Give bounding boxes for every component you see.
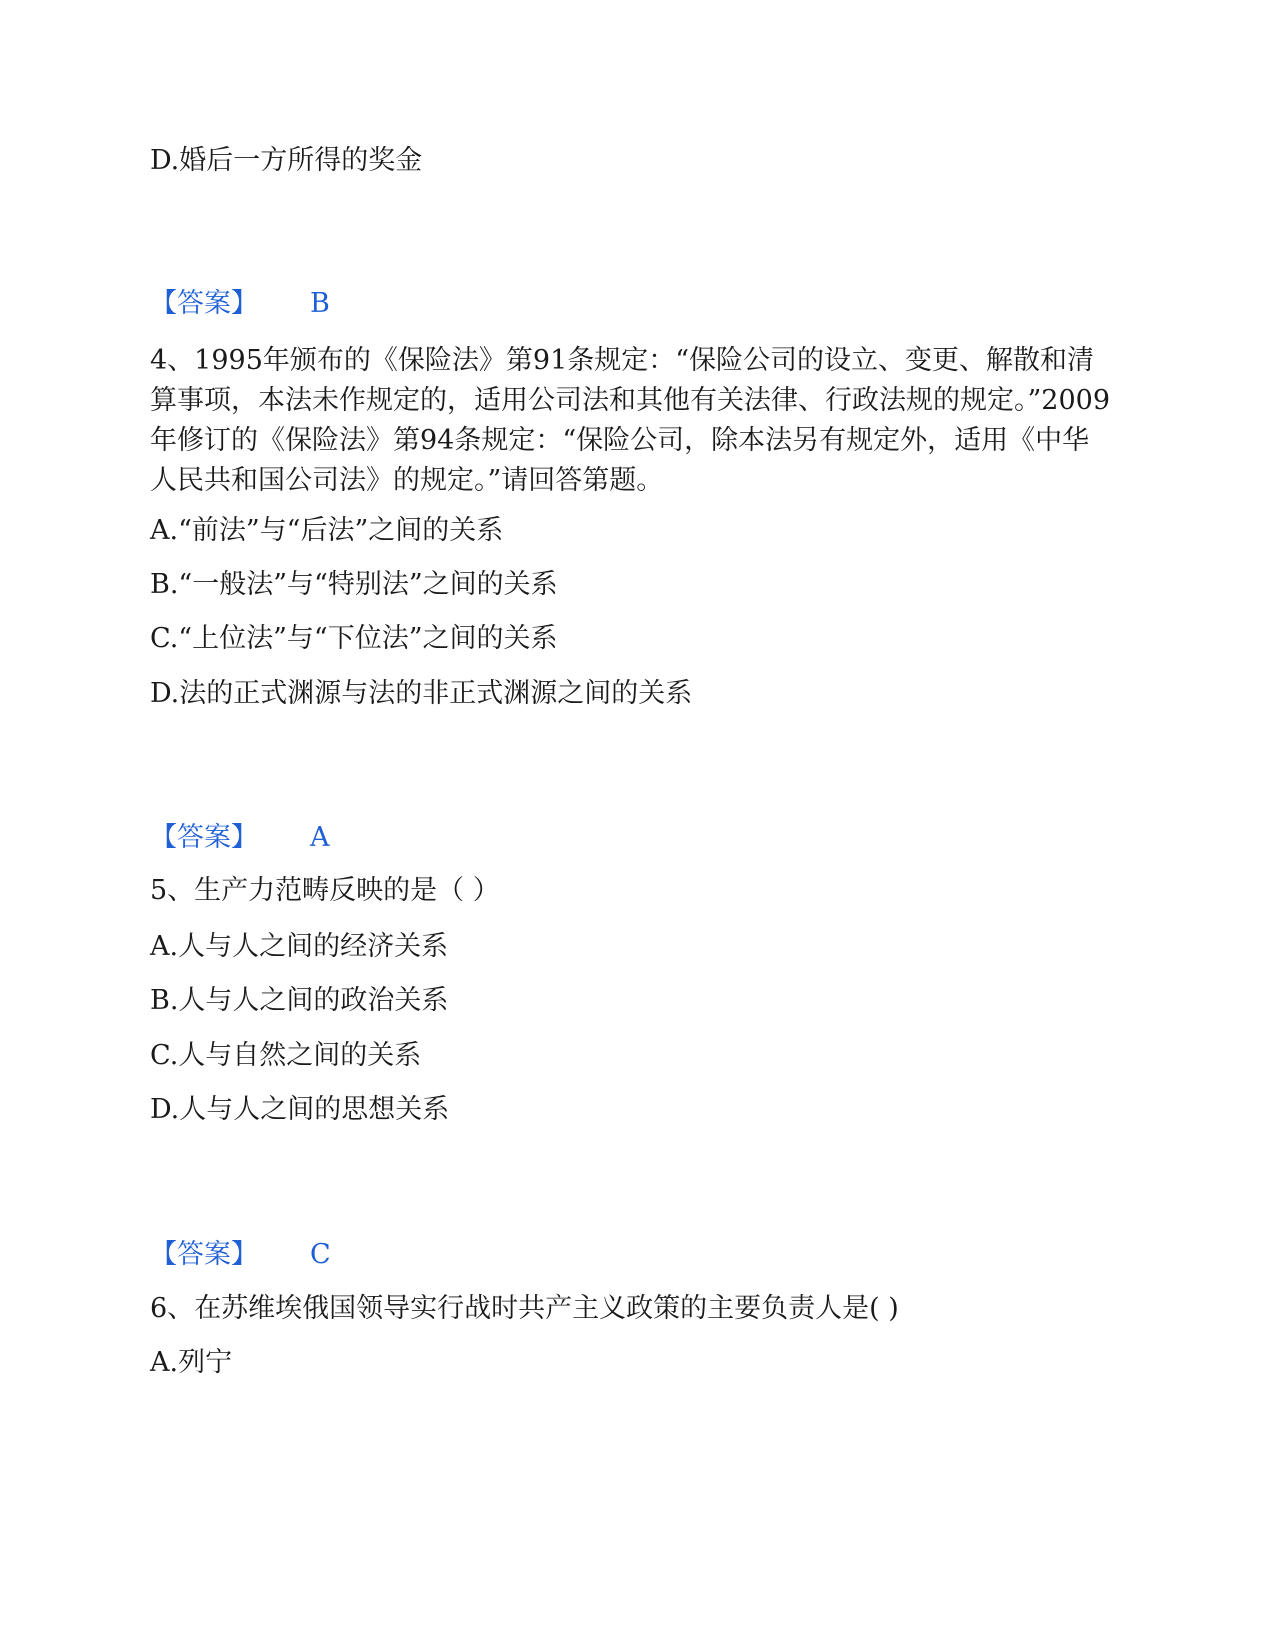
question-3-option-d: D.婚后一方所得的奖金 — [150, 145, 423, 176]
question-5-option-b: B.人与人之间的政治关系 — [150, 985, 449, 1016]
question-5-option-c: C.人与自然之间的关系 — [150, 1040, 422, 1071]
question-4-stem: 4、1995年颁布的《保险法》第91条规定：“保险公司的设立、变更、解散和清算事项，本法未作规定的，适用公司法和其他有关法律、行政法规的规定。”2009年修订的《保险法》第94条规定：“保险公司，除本法另有规定外，适用《中华人民共和国公司法》的规定。”请回答第题。 — [150, 345, 1111, 496]
answer-3 — [150, 284, 330, 324]
answer-5 — [150, 1235, 331, 1275]
question-4-option-d: D.法的正式渊源与法的非正式渊源之间的关系 — [150, 678, 693, 709]
answer-4 — [150, 818, 330, 858]
question-5-stem: 5、生产力范畴反映的是（ ） — [150, 875, 500, 906]
answer-label: 【答案】 — [150, 822, 258, 853]
question-4-option-c: C.“上位法”与“下位法”之间的关系 — [150, 623, 558, 654]
answer-value: A — [310, 822, 330, 853]
question-6-stem: 6、在苏维埃俄国领导实行战时共产主义政策的主要负责人是( ) — [150, 1293, 899, 1324]
answer-label: 【答案】 — [150, 288, 258, 319]
question-5-option-d: D.人与人之间的思想关系 — [150, 1094, 450, 1125]
answer-value: C — [310, 1239, 331, 1270]
question-5-option-a: A.人与人之间的经济关系 — [150, 931, 449, 962]
question-6-option-a: A.列宁 — [150, 1347, 233, 1378]
question-4-option-b: B.“一般法”与“特别法”之间的关系 — [150, 569, 558, 600]
answer-label: 【答案】 — [150, 1239, 258, 1270]
answer-value: B — [310, 288, 330, 319]
question-4-option-a: A.“前法”与“后法”之间的关系 — [150, 515, 504, 546]
